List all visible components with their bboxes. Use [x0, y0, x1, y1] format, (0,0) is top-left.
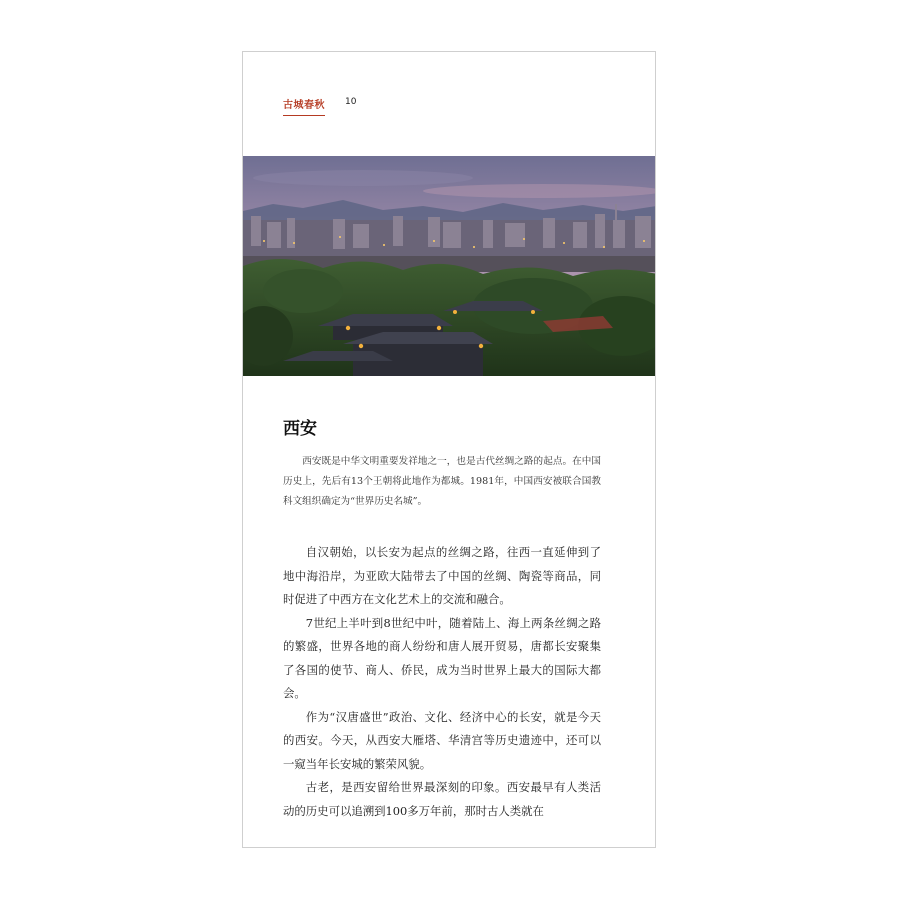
paragraph: 作为“汉唐盛世”政治、文化、经济中心的长安，就是今天的西安。今天，从西安大雁塔、华清宫等历史遗迹中，还可以一窥当年长安城的繁荣风貌。 [283, 709, 601, 771]
paragraph: 7世纪上半叶到8世纪中叶，随着陆上、海上两条丝绸之路的繁盛，世界各地的商人纷纷和唐人展开贸易，唐都长安聚集了各国的使节、商人、侨民，成为当时世界上最大的国际大都会。 [283, 615, 601, 700]
city-skyline-photo [243, 156, 656, 376]
page-number: 10 [345, 97, 357, 107]
article-title: 西安 [283, 419, 317, 439]
article-intro: 西安既是中华文明重要发祥地之一，也是古代丝绸之路的起点。在中国历史上，先后有13个王朝将此地作为都城。1981年，中国西安被联合国教科文组织确定为“世界历史名城”。 [283, 456, 601, 507]
page-header [283, 96, 356, 116]
section-title: 古城春秋 [283, 96, 325, 116]
book-page [242, 51, 656, 848]
paragraph: 古老，是西安留给世界最深刻的印象。西安最早有人类活动的历史可以追溯到100多万年前，那时古人类就在 [283, 780, 601, 818]
article-body [283, 541, 601, 823]
paragraph: 自汉朝始，以长安为起点的丝绸之路，往西一直延伸到了地中海沿岸，为亚欧大陆带去了中国的丝绸、陶瓷等商品，同时促进了中西方在文化艺术上的交流和融合。 [283, 545, 601, 606]
